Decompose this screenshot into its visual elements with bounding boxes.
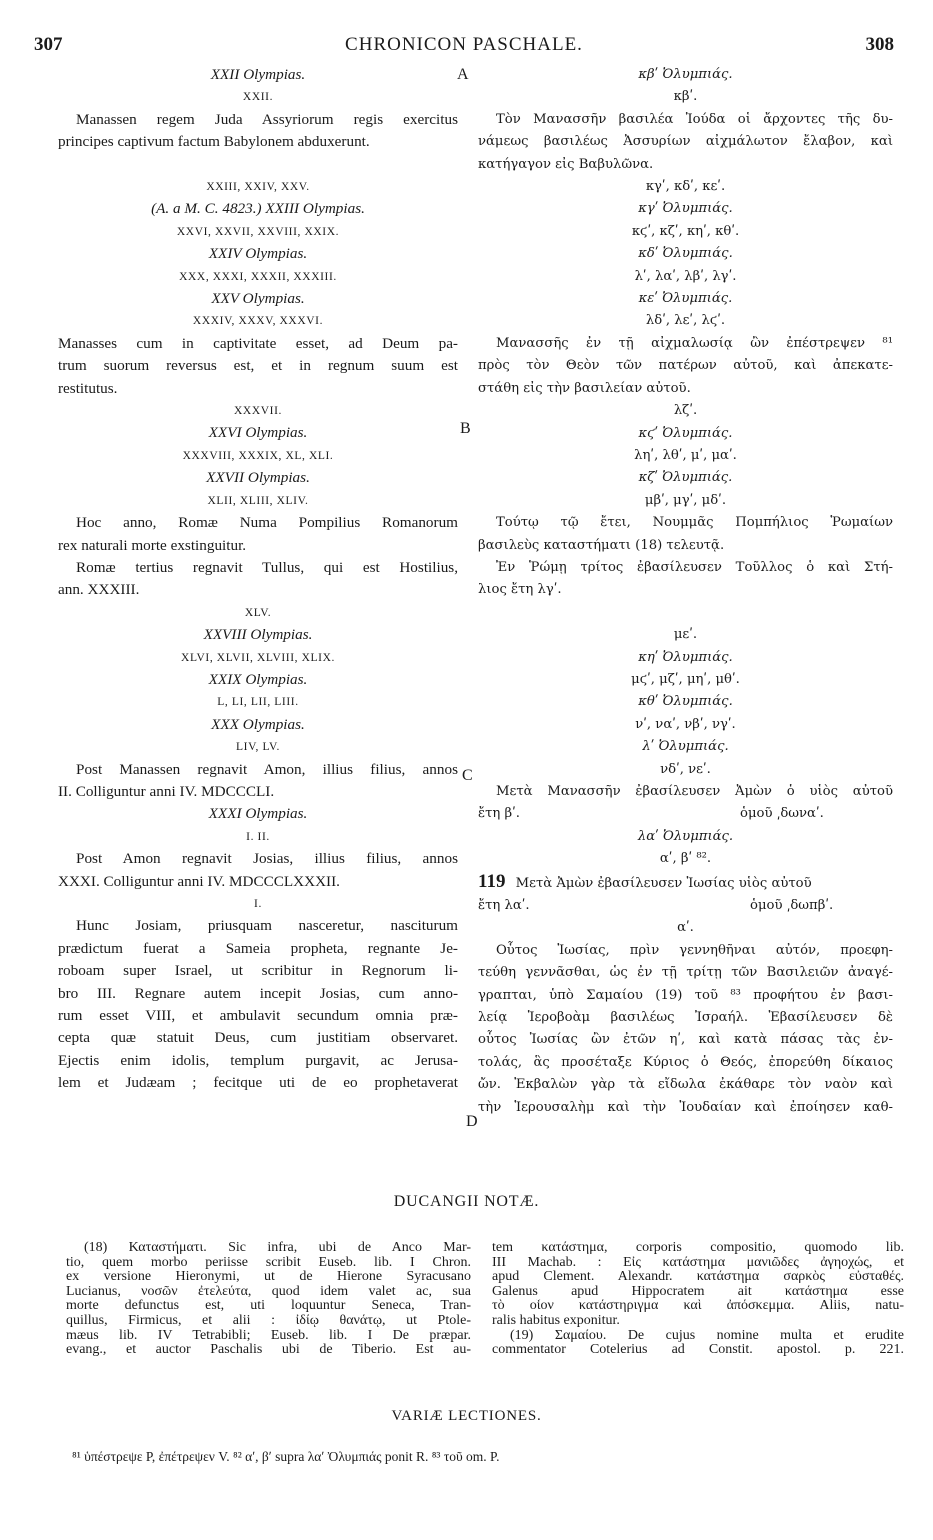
- latin-line: XXX, XXXI, XXXII, XXXIII.: [179, 270, 337, 283]
- greek-line: κατήγαγον εἰς Βαβυλῶνα.: [478, 156, 654, 172]
- note-line: ex versione Hieronymi, ut de Hierone Syracusano: [66, 1270, 471, 1285]
- note-line: apud Clement. Alexandr. κατάστημα σαρκὸς εὐσταθές.: [492, 1270, 904, 1285]
- latin-line: rum esset VIII, et ambulavit secundum omnia præ-: [58, 1007, 458, 1025]
- greek-line: στάθη εἰς τὴν βασιλείαν αὐτοῦ.: [478, 380, 691, 396]
- note-line: tio, quem morbo periisse scribit Euseb. lib. I Chron.: [66, 1255, 471, 1270]
- greek-line: λʹ Ὀλυμπιάς.: [642, 739, 729, 755]
- latin-line: I.: [254, 898, 262, 911]
- greek-line: Οὗτος Ἰωσίας, πρὶν γεννηθῆναι αὐτόν, προεφη-: [496, 942, 893, 958]
- greek-margin-number: 119: [478, 870, 506, 892]
- note-line: mæus lib. IV Tetrabibli; Euseb. lib. I De præpar.: [66, 1328, 471, 1343]
- latin-line: XXIII, XXIV, XXV.: [206, 181, 310, 194]
- variae-heading: VARIÆ LECTIONES.: [391, 1408, 542, 1424]
- note-line: Lucianus, νοσῶν ἐτελεύτα, quod idem valet ac, sua: [66, 1284, 471, 1299]
- greek-line: λδʹ, λεʹ, λϛʹ.: [645, 313, 726, 329]
- greek-line: λαʹ Ὀλυμπιάς.: [637, 828, 734, 844]
- latin-line: XXVI, XXVII, XXVIII, XXIX.: [176, 225, 340, 238]
- greek-line: Ἐν Ῥώμῃ τρίτος ἐβασίλευσεν Τοῦλλος ὁ καὶ Στή-: [496, 559, 893, 575]
- latin-line: XXX Olympias.: [211, 715, 305, 733]
- greek-line-numbered: [478, 871, 893, 895]
- latin-line: XXXIV, XXXV, XXXVI.: [192, 315, 324, 328]
- greek-line: ἔτη λαʹ.: [478, 898, 530, 914]
- greek-line: Μετὰ Μανασσῆν ἐβασίλευσεν Ἀμὼν ὁ υἱὸς αὐτοῦ: [496, 783, 893, 799]
- latin-line: Hunc Josiam, priusquam nasceretur, nasciturum: [76, 917, 458, 935]
- greek-line: αʹ.: [677, 920, 694, 936]
- note-line: ralis habitus exponitur.: [492, 1313, 620, 1328]
- latin-line: XLV.: [244, 606, 272, 619]
- latin-line: Post Amon regnavit Josias, illius filius, annos: [76, 850, 458, 868]
- greek-line: νάμεως βασιλέως Ἀσσυρίων αἰχμάλωτον ἔλαβον, καὶ: [478, 134, 893, 150]
- latin-line: Manasses cum in captivitate esset, ad Deum pa-: [58, 334, 458, 352]
- greek-line: Μετὰ Ἀμὼν ἐβασίλευσεν Ἰωσίας υἱὸς αὐτοῦ: [515, 875, 812, 891]
- note-line: (19) Σαμαίου. De cujus nomine multa et erudite: [510, 1328, 904, 1343]
- latin-line: XXXVIII, XXXIX, XL, XLI.: [182, 449, 334, 462]
- latin-line: XLII, XLIII, XLIV.: [207, 494, 309, 507]
- greek-line: κηʹ Ὀλυμπιάς.: [638, 649, 733, 665]
- latin-line: Hoc anno, Romæ Numa Pompilius Romanorum: [76, 514, 458, 532]
- note-line: quillus, Firmicus, et alii : ἰδίῳ θανάτῳ, ut Ptole-: [66, 1313, 471, 1328]
- latin-line: XXXVII.: [234, 405, 282, 418]
- greek-line: κβʹ Ὀλυμπιάς.: [638, 67, 733, 82]
- latin-line: cepta quæ statuit Deus, cum justitiam observaret.: [58, 1029, 458, 1047]
- greek-line: μεʹ.: [673, 627, 698, 643]
- notes-heading: DUCANGII NOTÆ.: [393, 1193, 540, 1210]
- latin-line: XXII.: [242, 91, 274, 104]
- note-line: commentator Cotelerius ad Constit. apostol. p. 221.: [492, 1343, 904, 1358]
- greek-line: ὁμοῦ ͵δωπβʹ.: [750, 898, 834, 914]
- latin-line: XXXI. Colliguntur anni IV. MDCCCLXXXII.: [58, 872, 340, 890]
- greek-line: κϛʹ Ὀλυμπιάς.: [638, 425, 733, 441]
- greek-line: τολάς, ἃς προσέταξε Κύριος ὁ Θεός, ἐπορεύθη δίκαιος: [478, 1054, 893, 1070]
- greek-line: ληʹ, λθʹ, μʹ, μαʹ.: [634, 447, 737, 463]
- greek-column: [478, 64, 893, 1119]
- latin-line: XXII Olympias.: [210, 66, 306, 83]
- latin-line: XXV Olympias.: [211, 290, 305, 308]
- latin-line: trum suorum reversus est, et in regnum suum est: [58, 357, 458, 375]
- right-page-number: 308: [865, 34, 894, 55]
- latin-line: rex naturali morte exstinguitur.: [58, 536, 247, 554]
- latin-line: LIV, LV.: [236, 741, 280, 754]
- greek-line: νδʹ, νεʹ.: [660, 761, 711, 777]
- greek-line: μβʹ, μγʹ, μδʹ.: [644, 492, 727, 508]
- latin-line: Ejectis enim idolis, templum purgavit, ac Jerusa-: [58, 1051, 458, 1069]
- greek-line: νʹ, ναʹ, νβʹ, νγʹ.: [635, 716, 736, 732]
- latin-line: (A. a M. C. 4823.) XXIII Olympias.: [151, 200, 365, 218]
- greek-line: κγʹ Ὀλυμπιάς.: [638, 201, 733, 217]
- greek-line: κβʹ.: [673, 89, 698, 105]
- greek-line: κδʹ Ὀλυμπιάς.: [638, 246, 733, 262]
- latin-line: ann. XXXIII.: [58, 581, 140, 599]
- latin-line: XLVI, XLVII, XLVIII, XLIX.: [181, 651, 335, 664]
- running-title: CHRONICON PASCHALE.: [345, 34, 583, 55]
- latin-line: XXXI Olympias.: [208, 805, 308, 823]
- greek-line: ὁμοῦ ͵δωναʹ.: [740, 806, 824, 822]
- latin-line: Romæ tertius regnavit Tullus, qui est Hostilius,: [76, 558, 458, 576]
- greek-line: οὗτος Ἰωσίας ὢν ἐτῶν ηʹ, καὶ κατὰ πάσας τὰς ἐν-: [478, 1032, 893, 1048]
- greek-line: ὤν. Ἐκβαλὼν γὰρ τὰ εἴδωλα ἐκάθαρε τὸν ναὸν καὶ: [478, 1077, 893, 1093]
- latin-line: I. II.: [246, 830, 270, 843]
- greek-line: κγʹ, κδʹ, κεʹ.: [645, 179, 726, 195]
- greek-line: Τούτῳ τῷ ἔτει, Νουμμᾶς Πομπήλιος Ῥωμαίων: [496, 515, 893, 531]
- note-line: III Machab. : Εἰς κατάστημα μανιῶδες ἀγηοχώς, et: [492, 1255, 904, 1270]
- greek-line: λʹ, λαʹ, λβʹ, λγʹ.: [634, 268, 737, 284]
- greek-line: τεύθη γεννᾶσθαι, ὡς ἐν τῇ τρίτῃ τῶν Βασιλειῶν ἀναγέ-: [478, 965, 893, 981]
- greek-line: ἔτη βʹ.: [478, 806, 520, 822]
- greek-line: μϛʹ, μζʹ, μηʹ, μθʹ.: [631, 671, 740, 687]
- greek-line: κϛʹ, κζʹ, κηʹ, κθʹ.: [631, 223, 740, 239]
- greek-spacer: [478, 602, 893, 624]
- greek-line: λζʹ.: [673, 403, 698, 419]
- greek-line-pair: [478, 895, 893, 917]
- latin-line: principes captivum factum Babylonem abduxerunt.: [58, 133, 370, 151]
- latin-column: [58, 64, 458, 1095]
- latin-line: Post Manassen regnavit Amon, illius filius, annos: [76, 760, 458, 778]
- margin-letter-d: D: [466, 1113, 478, 1130]
- latin-line: lem et Judæam ; fecitque uti de eo prophetaverat: [58, 1074, 458, 1092]
- note-line: tem κατάστημα, corporis compositio, quomodo lib.: [492, 1241, 904, 1255]
- note-line: morte defunctus est, uti loquuntur Seneca, Tran-: [66, 1299, 471, 1314]
- greek-line: λείᾳ Ἱεροβοὰμ βασιλέως Ἰσραήλ. Ἐβασίλευσεν δὲ: [478, 1010, 893, 1026]
- latin-line: XXVIII Olympias.: [203, 626, 313, 644]
- greek-line: κεʹ Ὀλυμπιάς.: [638, 291, 733, 307]
- notes-right-column: [492, 1241, 904, 1358]
- note-line: evang., et auctor Paschalis ubi de Tiberio. Est au-: [66, 1343, 471, 1358]
- latin-spacer: [58, 154, 458, 176]
- left-page-number: 307: [34, 34, 63, 55]
- greek-line: αʹ, βʹ ⁸².: [659, 851, 712, 867]
- margin-letter-b: B: [460, 420, 471, 437]
- greek-line: κθʹ Ὀλυμπιάς.: [638, 694, 733, 710]
- greek-line: γραπται, ὑπὸ Σαμαίου (19) τοῦ ⁸³ προφήτου ἐν βασι-: [478, 987, 893, 1003]
- latin-line: XXIV Olympias.: [208, 245, 308, 263]
- note-line: τὸ οἷον κατάστηριγμα καὶ ἀπόσκεμμα. Aliis, natu-: [492, 1299, 904, 1314]
- notes-left-column: [66, 1241, 471, 1358]
- latin-line: restitutus.: [58, 379, 118, 397]
- latin-line: prædictum fuerat a Sameia propheta, regnante Je-: [58, 939, 458, 957]
- latin-line: XXVI Olympias.: [208, 424, 308, 442]
- latin-line: XXIX Olympias.: [208, 670, 308, 688]
- greek-line: τὴν Ἱερουσαλὴμ καὶ τὴν Ἰουδαίαν καὶ ἐποίησεν καθ-: [478, 1099, 893, 1115]
- greek-line: πρὸς τὸν Θεὸν τῶν πατέρων αὐτοῦ, καὶ ἀπεκατε-: [478, 358, 893, 374]
- latin-line: roboam super Israel, ut scribitur in Regnorum li-: [58, 962, 458, 980]
- greek-line: βασιλεὺς καταστήματι (18) τελευτᾷ.: [478, 537, 725, 553]
- latin-line: Manassen regem Juda Assyriorum regis exercitus: [76, 110, 458, 128]
- greek-line: Μανασσῆς ἐν τῇ αἰχμαλωσίᾳ ὢν ἐπέστρεψεν ⁸¹: [496, 335, 893, 351]
- latin-line: II. Colliguntur anni IV. MDCCCLI.: [58, 782, 275, 800]
- page-header: [34, 34, 894, 60]
- latin-line: XXVII Olympias.: [206, 469, 310, 487]
- margin-letter-c: C: [462, 767, 473, 784]
- greek-line-pair: [478, 803, 893, 825]
- note-line: Galenus apud Hippocratem ait κατάστημα esse: [492, 1284, 904, 1299]
- variae-line: ⁸¹ ὑπέστρεψε P, ἐπέτρεψεν V. ⁸² αʹ, βʹ supra λαʹ Ὀλυμπιάς ponit R. ⁸³ τοῦ om. P.: [72, 1449, 500, 1464]
- latin-line: L, LI, LII, LIII.: [217, 696, 299, 709]
- latin-line: bro III. Regnare autem incepit Josias, cum anno-: [58, 984, 458, 1002]
- note-line: (18) Καταστήματι. Sic infra, ubi de Anco Mar-: [84, 1241, 471, 1255]
- greek-line: Τὸν Μανασσῆν βασιλέα Ἰούδα οἱ ἄρχοντες τῆς δυ-: [496, 111, 893, 127]
- greek-line: κζʹ Ὀλυμπιάς.: [638, 470, 733, 486]
- margin-letter-a: A: [457, 66, 469, 83]
- greek-line: λιος ἔτη λγʹ.: [478, 582, 562, 598]
